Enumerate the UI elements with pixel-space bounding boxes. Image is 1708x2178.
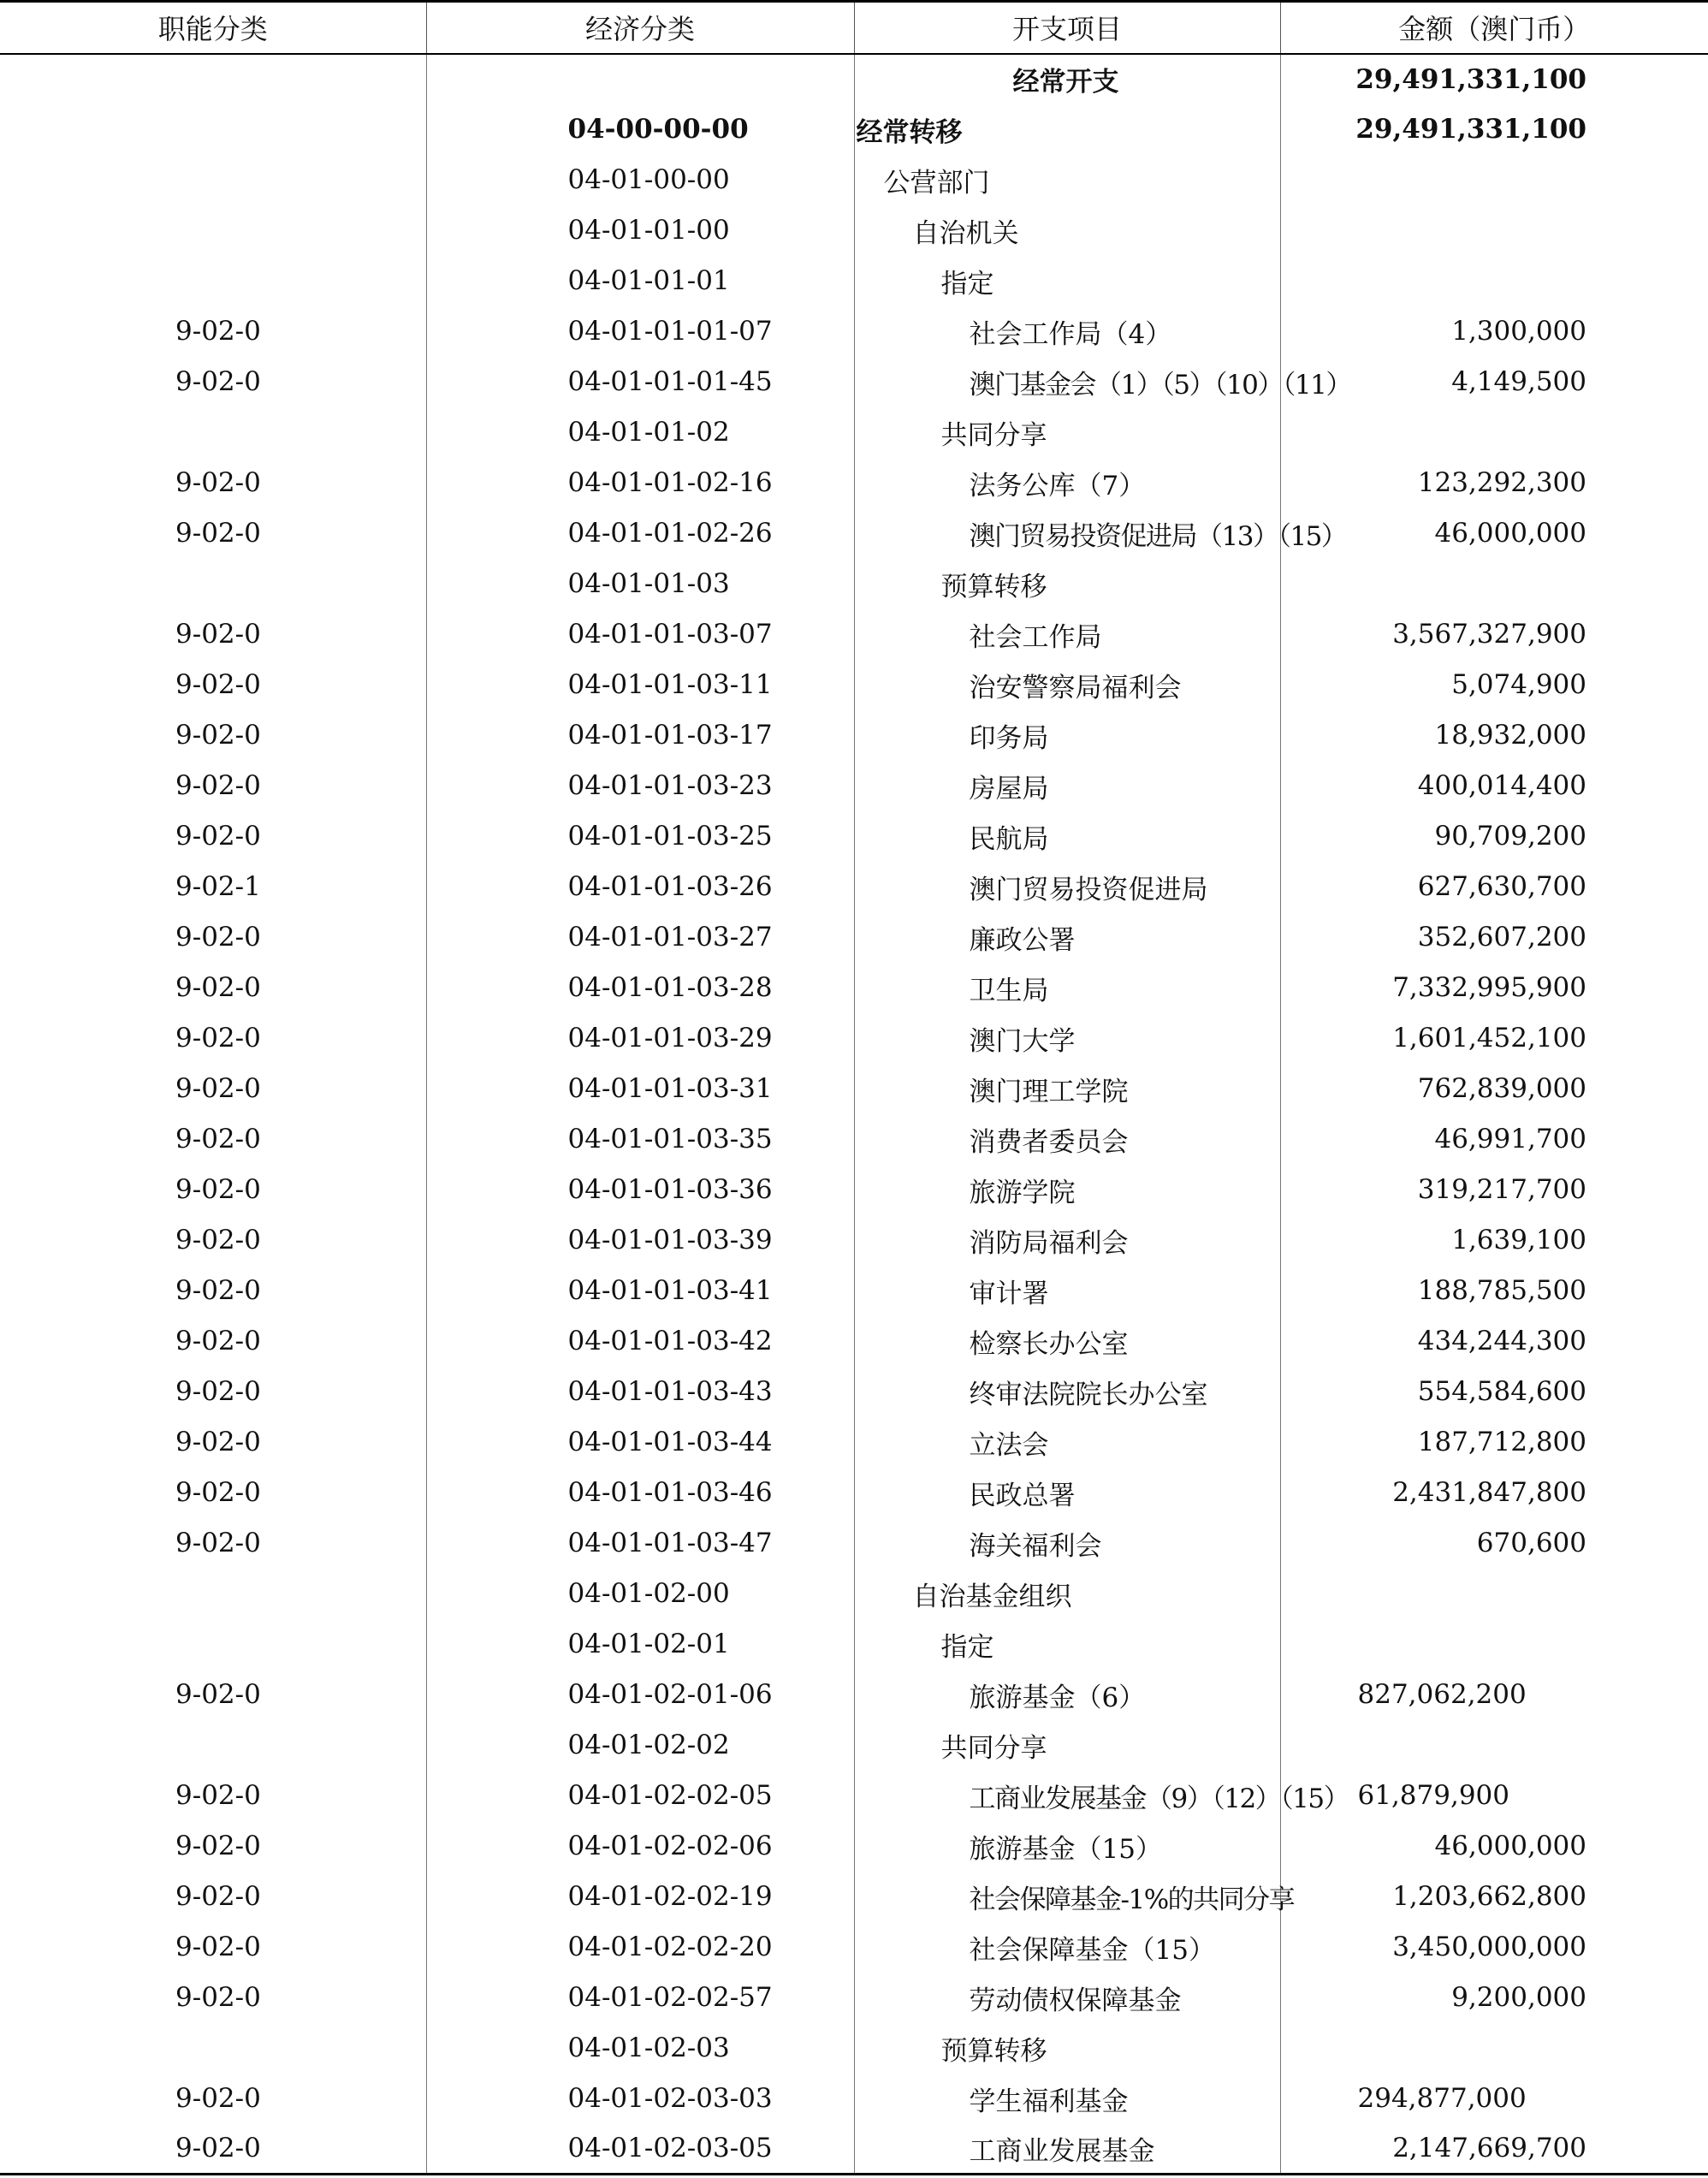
table-row [0, 1114, 1708, 1165]
cell-amount: 18,932,000 [1280, 710, 1708, 761]
cell-functional-class: 9-02-0 [175, 1679, 261, 1710]
cell-expense-item: 澳门大学 [854, 1013, 1280, 1064]
cell-expense-item: 指定 [854, 1619, 1280, 1670]
cell-economic-class: 04-01-01-02-16 [426, 458, 854, 508]
cell-economic-class: 04-01-01-03-28 [426, 963, 854, 1013]
cell-functional-class: 9-02-0 [175, 922, 261, 953]
table-row [0, 155, 1708, 205]
cell-economic-class: 04-01-01-03-29 [426, 1013, 854, 1064]
cell-functional-class: 9-02-0 [175, 2083, 261, 2114]
cell-amount: 29,491,331,100 [1280, 104, 1708, 155]
table-row [0, 2124, 1708, 2175]
cell-amount: 294,877,000 [1280, 2074, 1708, 2124]
cell-economic-class: 04-01-01-03-17 [426, 710, 854, 761]
cell-economic-class: 04-01-01-03-43 [426, 1367, 854, 1417]
cell-functional-class [0, 256, 426, 306]
cell-functional-class: 9-02-0 [175, 821, 261, 852]
cell-expense-item: 民航局 [854, 811, 1280, 862]
table-row [0, 761, 1708, 811]
table-row [0, 912, 1708, 963]
cell-amount: 46,000,000 [1280, 1821, 1708, 1872]
cell-expense-item: 消费者委员会 [854, 1114, 1280, 1165]
cell-expense-item: 旅游基金（15） [854, 1821, 1280, 1872]
cell-expense-item: 澳门基金会（1）（5）（10）（11） [854, 357, 1280, 407]
table-row [0, 1013, 1708, 1064]
cell-amount: 29,491,331,100 [1280, 54, 1708, 104]
table-row [0, 2023, 1708, 2074]
cell-economic-class: 04-01-02-02-57 [426, 1973, 854, 2023]
cell-economic-class: 04-01-01-03-11 [426, 660, 854, 710]
cell-amount [1280, 1569, 1708, 1619]
cell-functional-class: 9-02-0 [175, 1275, 261, 1306]
cell-economic-class: 04-01-01-03-44 [426, 1417, 854, 1468]
cell-amount: 188,785,500 [1280, 1266, 1708, 1316]
cell-economic-class: 04-01-01-03-23 [426, 761, 854, 811]
cell-economic-class: 04-01-02-02-19 [426, 1872, 854, 1922]
cell-expense-item: 消防局福利会 [854, 1215, 1280, 1266]
cell-expense-item: 劳动债权保障基金 [854, 1973, 1280, 2023]
cell-functional-class: 9-02-0 [175, 619, 261, 650]
cell-amount [1280, 407, 1708, 458]
table-row [0, 1064, 1708, 1114]
cell-functional-class: 9-02-0 [175, 1932, 261, 1962]
cell-amount: 1,203,662,800 [1280, 1872, 1708, 1922]
cell-functional-class [0, 1619, 426, 1670]
cell-amount: 2,147,669,700 [1280, 2124, 1708, 2175]
table-row [0, 2074, 1708, 2124]
cell-amount [1280, 205, 1708, 256]
cell-economic-class: 04-01-01-03-26 [426, 862, 854, 912]
cell-amount [1280, 2023, 1708, 2074]
cell-functional-class: 9-02-0 [175, 972, 261, 1003]
cell-functional-class [0, 54, 426, 104]
table-row [0, 357, 1708, 407]
cell-economic-class: 04-01-01-03-47 [426, 1518, 854, 1569]
table-row [0, 306, 1708, 357]
table-row [0, 205, 1708, 256]
cell-functional-class [0, 559, 426, 609]
cell-expense-item: 自治基金组织 [854, 1569, 1280, 1619]
cell-economic-class: 04-01-02-00 [426, 1569, 854, 1619]
cell-amount [1280, 256, 1708, 306]
cell-amount: 762,839,000 [1280, 1064, 1708, 1114]
cell-expense-item: 学生福利基金 [854, 2074, 1280, 2124]
cell-expense-item: 检察长办公室 [854, 1316, 1280, 1367]
cell-amount: 5,074,900 [1280, 660, 1708, 710]
cell-expense-item: 法务公库（7） [854, 458, 1280, 508]
cell-expense-item: 印务局 [854, 710, 1280, 761]
table-row [0, 458, 1708, 508]
table-row [0, 862, 1708, 912]
cell-economic-class: 04-01-02-03-05 [426, 2124, 854, 2175]
cell-economic-class: 04-01-01-03-36 [426, 1165, 854, 1215]
cell-economic-class: 04-01-02-02 [426, 1720, 854, 1771]
cell-expense-item: 立法会 [854, 1417, 1280, 1468]
table-row [0, 1468, 1708, 1518]
cell-functional-class: 9-02-0 [175, 1376, 261, 1407]
cell-amount: 7,332,995,900 [1280, 963, 1708, 1013]
cell-economic-class: 04-01-02-01 [426, 1619, 854, 1670]
table-row [0, 710, 1708, 761]
table-body [0, 54, 1708, 2175]
cell-economic-class: 04-01-02-03 [426, 2023, 854, 2074]
cell-expense-item: 指定 [854, 256, 1280, 306]
cell-expense-item: 社会保障基金（15） [854, 1922, 1280, 1973]
table-row [0, 559, 1708, 609]
cell-amount: 187,712,800 [1280, 1417, 1708, 1468]
cell-amount: 46,991,700 [1280, 1114, 1708, 1165]
table-row [0, 54, 1708, 104]
cell-functional-class [0, 104, 426, 155]
table-row [0, 811, 1708, 862]
cell-economic-class: 04-01-01-03-31 [426, 1064, 854, 1114]
cell-functional-class: 9-02-0 [175, 467, 261, 498]
cell-amount: 1,601,452,100 [1280, 1013, 1708, 1064]
cell-economic-class: 04-01-00-00 [426, 155, 854, 205]
cell-amount: 400,014,400 [1280, 761, 1708, 811]
cell-economic-class: 04-01-01-00 [426, 205, 854, 256]
cell-economic-class: 04-01-02-01-06 [426, 1670, 854, 1720]
cell-amount: 90,709,200 [1280, 811, 1708, 862]
cell-expense-item: 审计署 [854, 1266, 1280, 1316]
table-row [0, 1922, 1708, 1973]
cell-expense-item: 社会工作局（4） [854, 306, 1280, 357]
cell-expense-item: 旅游学院 [854, 1165, 1280, 1215]
cell-expense-item: 卫生局 [854, 963, 1280, 1013]
cell-expense-item: 自治机关 [854, 205, 1280, 256]
cell-amount: 827,062,200 [1280, 1670, 1708, 1720]
cell-functional-class: 9-02-0 [175, 1477, 261, 1508]
cell-expense-item: 海关福利会 [854, 1518, 1280, 1569]
cell-economic-class: 04-01-01-03-35 [426, 1114, 854, 1165]
cell-amount: 554,584,600 [1280, 1367, 1708, 1417]
table-row [0, 1771, 1708, 1821]
table-row [0, 1821, 1708, 1872]
table-row [0, 1316, 1708, 1367]
cell-amount: 9,200,000 [1280, 1973, 1708, 2023]
table-row [0, 508, 1708, 559]
cell-economic-class: 04-01-01-01 [426, 256, 854, 306]
cell-amount: 1,639,100 [1280, 1215, 1708, 1266]
cell-amount: 3,450,000,000 [1280, 1922, 1708, 1973]
cell-expense-item: 工商业发展基金 [854, 2124, 1280, 2175]
table-row [0, 1215, 1708, 1266]
cell-functional-class: 9-02-0 [175, 1780, 261, 1811]
table-row [0, 1872, 1708, 1922]
cell-economic-class [426, 54, 854, 104]
cell-functional-class [0, 1720, 426, 1771]
cell-functional-class [0, 155, 426, 205]
cell-economic-class: 04-01-01-02-26 [426, 508, 854, 559]
cell-amount [1280, 1720, 1708, 1771]
table-row [0, 1266, 1708, 1316]
header-economic-class: 经济分类 [426, 2, 854, 54]
table-row [0, 660, 1708, 710]
cell-functional-class: 9-02-0 [175, 1174, 261, 1205]
cell-expense-item: 社会工作局 [854, 609, 1280, 660]
table-row [0, 256, 1708, 306]
cell-economic-class: 04-01-01-03-27 [426, 912, 854, 963]
cell-expense-item: 公营部门 [854, 155, 1280, 205]
cell-functional-class: 9-02-0 [175, 720, 261, 751]
table-row [0, 1367, 1708, 1417]
cell-expense-item: 澳门贸易投资促进局（13）（15） [854, 508, 1280, 559]
table-row [0, 1569, 1708, 1619]
cell-amount: 670,600 [1280, 1518, 1708, 1569]
cell-amount: 123,292,300 [1280, 458, 1708, 508]
header-amount: 金额（澳门币） [1280, 2, 1708, 54]
cell-expense-item: 廉政公署 [854, 912, 1280, 963]
cell-economic-class: 04-01-01-03-46 [426, 1468, 854, 1518]
cell-expense-item: 经常转移 [854, 104, 1280, 155]
cell-functional-class: 9-02-0 [175, 366, 261, 397]
cell-functional-class: 9-02-1 [175, 871, 261, 902]
cell-functional-class [0, 407, 426, 458]
cell-amount: 3,567,327,900 [1280, 609, 1708, 660]
cell-amount [1280, 1619, 1708, 1670]
cell-amount: 627,630,700 [1280, 862, 1708, 912]
table-row [0, 1417, 1708, 1468]
cell-functional-class [0, 205, 426, 256]
cell-functional-class: 9-02-0 [0, 2124, 426, 2175]
cell-economic-class: 04-01-02-03-03 [426, 2074, 854, 2124]
cell-functional-class: 9-02-0 [175, 1023, 261, 1053]
cell-expense-item: 经常开支 [854, 54, 1280, 104]
cell-economic-class: 04-01-02-02-05 [426, 1771, 854, 1821]
cell-expense-item: 社会保障基金-1%的共同分享 [854, 1872, 1280, 1922]
cell-economic-class: 04-01-01-02 [426, 407, 854, 458]
cell-amount: 1,300,000 [1280, 306, 1708, 357]
cell-functional-class: 9-02-0 [175, 1124, 261, 1154]
cell-amount: 4,149,500 [1280, 357, 1708, 407]
cell-amount [1280, 559, 1708, 609]
cell-expense-item: 预算转移 [854, 2023, 1280, 2074]
cell-economic-class: 04-01-01-01-07 [426, 306, 854, 357]
cell-expense-item: 共同分享 [854, 407, 1280, 458]
cell-expense-item: 治安警察局福利会 [854, 660, 1280, 710]
cell-functional-class: 9-02-0 [175, 1225, 261, 1255]
cell-economic-class: 04-01-01-03-07 [426, 609, 854, 660]
table-row [0, 407, 1708, 458]
cell-amount: 319,217,700 [1280, 1165, 1708, 1215]
cell-amount: 434,244,300 [1280, 1316, 1708, 1367]
cell-functional-class: 9-02-0 [175, 770, 261, 801]
cell-expense-item: 共同分享 [854, 1720, 1280, 1771]
table-row [0, 1720, 1708, 1771]
table-row [0, 1518, 1708, 1569]
header-row [0, 2, 1708, 54]
cell-functional-class: 9-02-0 [175, 1073, 261, 1104]
table-row [0, 104, 1708, 155]
cell-economic-class: 04-01-01-01-45 [426, 357, 854, 407]
cell-functional-class: 9-02-0 [175, 1326, 261, 1356]
cell-expense-item: 房屋局 [854, 761, 1280, 811]
cell-expense-item: 澳门贸易投资促进局 [854, 862, 1280, 912]
cell-expense-item: 预算转移 [854, 559, 1280, 609]
table-row [0, 1165, 1708, 1215]
cell-amount: 46,000,000 [1280, 508, 1708, 559]
table-row [0, 963, 1708, 1013]
cell-functional-class: 9-02-0 [175, 1427, 261, 1457]
cell-amount [1280, 155, 1708, 205]
cell-economic-class: 04-01-02-02-06 [426, 1821, 854, 1872]
cell-functional-class: 9-02-0 [175, 1982, 261, 2013]
cell-functional-class: 9-02-0 [175, 669, 261, 700]
table-row [0, 609, 1708, 660]
cell-functional-class [0, 2023, 426, 2074]
cell-economic-class: 04-01-01-03-25 [426, 811, 854, 862]
header-expense-item: 开支项目 [854, 2, 1280, 54]
cell-economic-class: 04-01-01-03-42 [426, 1316, 854, 1367]
table-row [0, 1619, 1708, 1670]
cell-amount: 352,607,200 [1280, 912, 1708, 963]
table-row [0, 1670, 1708, 1720]
cell-amount: 2,431,847,800 [1280, 1468, 1708, 1518]
cell-expense-item: 终审法院院长办公室 [854, 1367, 1280, 1417]
cell-functional-class: 9-02-0 [175, 1831, 261, 1861]
cell-functional-class: 9-02-0 [175, 316, 261, 347]
cell-expense-item: 澳门理工学院 [854, 1064, 1280, 1114]
cell-expense-item: 民政总署 [854, 1468, 1280, 1518]
cell-economic-class: 04-01-01-03-39 [426, 1215, 854, 1266]
header-functional-class: 职能分类 [0, 2, 426, 54]
cell-functional-class: 9-02-0 [175, 518, 261, 549]
table-row [0, 1973, 1708, 2023]
cell-expense-item: 工商业发展基金（9）（12）（15） [854, 1771, 1280, 1821]
cell-functional-class: 9-02-0 [175, 1881, 261, 1912]
cell-economic-class: 04-00-00-00 [426, 104, 854, 155]
cell-functional-class [0, 1569, 426, 1619]
cell-functional-class: 9-02-0 [175, 1528, 261, 1558]
cell-economic-class: 04-01-02-02-20 [426, 1922, 854, 1973]
cell-economic-class: 04-01-01-03-41 [426, 1266, 854, 1316]
cell-amount: 61,879,900 [1280, 1771, 1708, 1821]
cell-economic-class: 04-01-01-03 [426, 559, 854, 609]
cell-expense-item: 旅游基金（6） [854, 1670, 1280, 1720]
